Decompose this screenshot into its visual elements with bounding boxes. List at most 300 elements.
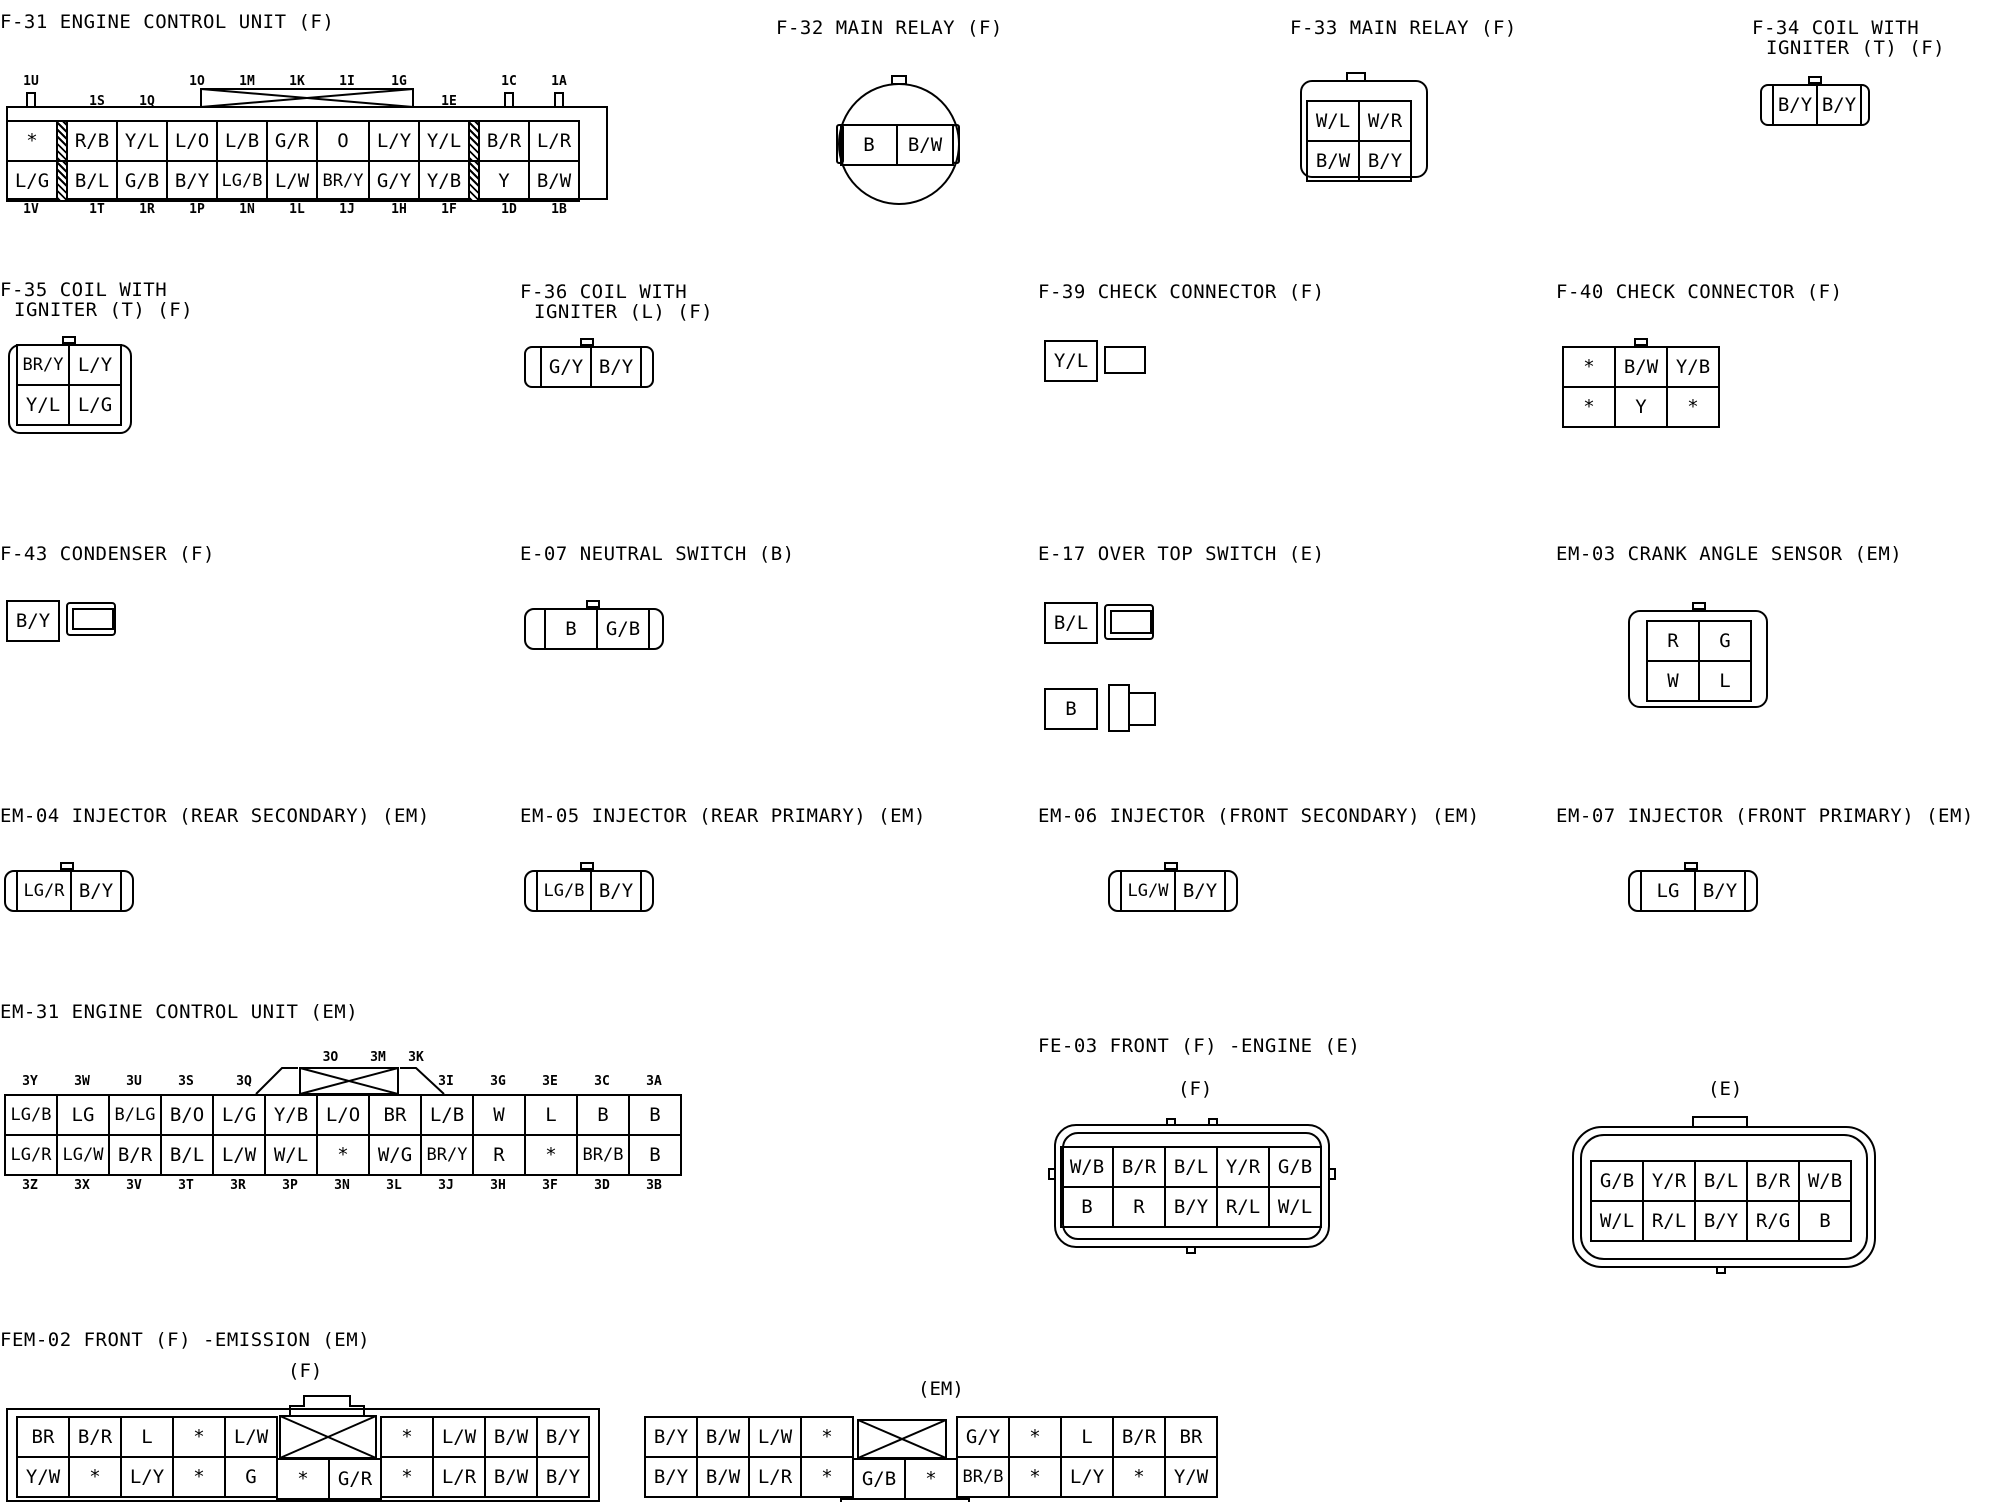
pin-cell: B/R [1114,1148,1166,1188]
connector-fem02-em-label: (EM) [918,1378,964,1400]
pin-label: 1O [189,74,205,89]
connector-f31-post [554,92,564,108]
pin-cell: G/B [1592,1162,1644,1202]
pin-cell: BR/Y [422,1136,474,1176]
connector-e17 [1038,544,1368,744]
pin-label: 1N [239,202,255,217]
connector-fem02-f-label: (F) [288,1360,323,1382]
pin-cell: B/W [698,1458,750,1498]
pin-cell: BR [1166,1418,1218,1458]
connector-e17-mating-b [1108,684,1130,732]
pin-cell: L [122,1418,174,1458]
connector-fem02-em-right-pins [956,1416,1218,1498]
pin-cell: B/Y [1176,872,1226,912]
pin-cell: G/Y [958,1418,1010,1458]
pin-cell: B/R [110,1136,162,1176]
connector-f36-pins [540,346,642,388]
pin-cell: W/L [1592,1202,1644,1242]
pin-cell: L/G [8,162,58,202]
pin-label: 3B [646,1178,662,1193]
connector-f33-lock [1346,72,1366,82]
pin-cell: Y/B [420,162,470,202]
connector-fem02-f-mid-pins [276,1458,382,1500]
pin-label: 3J [438,1178,454,1193]
pin-cell: Y/B [1668,348,1720,388]
pin-cell: B [546,610,598,650]
pin-label: 3F [542,1178,558,1193]
pin-cell: B/Y [592,872,642,912]
connector-fe03-title: FE-03 FRONT (F) -ENGINE (E) [1038,1035,1361,1057]
pin-cell: B/Y [8,602,60,642]
connector-f31-spacer [58,122,68,162]
pin-cell: * [174,1418,226,1458]
pin-cell: B/Y [1360,142,1412,182]
pin-cell: L/R [750,1458,802,1498]
connector-fe03-f-tab-c [1186,1246,1196,1254]
connector-f34-lock [1808,76,1822,84]
pin-cell: B/W [530,162,580,202]
pin-cell: Y/L [18,386,70,426]
pin-cell: B/L [68,162,118,202]
connector-fe03-f-tab-a [1166,1118,1176,1126]
connector-em04 [0,806,500,916]
connector-fem02-f-right-pins [380,1416,590,1498]
pin-cell: B [1800,1202,1852,1242]
pin-cell: W/G [370,1136,422,1176]
pin-label: 1J [339,202,355,217]
pin-label: 3S [178,1074,194,1089]
pin-cell: B/R [1114,1418,1166,1458]
connector-f32-title: F-32 MAIN RELAY (F) [776,17,1003,39]
pin-cell: G/B [598,610,650,650]
connector-f35 [0,280,260,440]
pin-cell: LG/B [6,1096,58,1136]
pin-cell: R [1114,1188,1166,1228]
pin-cell: * [1668,388,1720,428]
pin-cell: B/Y [1774,86,1818,126]
pin-cell: L/Y [1062,1458,1114,1498]
pin-label: 1A [551,74,567,89]
pin-label: 1V [23,202,39,217]
connector-fe03-e-label: (E) [1708,1078,1743,1100]
connector-em05 [520,806,1020,916]
pin-cell: B/Y [538,1458,590,1498]
pin-cell: B/Y [538,1418,590,1458]
pin-cell: B/W [698,1418,750,1458]
pin-cell: * [906,1460,958,1500]
connector-em05-pins [536,870,642,912]
pin-cell: B/L [1696,1162,1748,1202]
pin-cell: L/W [226,1418,278,1458]
connector-f43-title: F-43 CONDENSER (F) [0,543,215,565]
pin-cell: L [1062,1418,1114,1458]
pin-label: 3V [126,1178,142,1193]
connector-e17-mating-b-body [1128,692,1156,726]
pin-cell: * [1114,1458,1166,1498]
pin-cell: LG/R [6,1136,58,1176]
connector-e07-lock [586,600,600,608]
connector-em03-pins [1646,620,1752,702]
connector-em04-lock [60,862,74,870]
connector-f33-title: F-33 MAIN RELAY (F) [1290,17,1517,39]
connector-f34-title-l2: IGNITER (T) (F) [1766,37,1946,59]
pin-cell: B [578,1096,630,1136]
connector-em07-lock [1684,862,1698,870]
pin-label: 1Q [139,94,155,109]
pin-cell: L/W [434,1418,486,1458]
pin-cell: * [802,1418,854,1458]
pin-cell: * [1564,348,1616,388]
pin-cell: B/LG [110,1096,162,1136]
pin-cell: G/Y [542,348,592,388]
pin-cell: B/W [486,1458,538,1498]
connector-f31-spacer [58,162,68,202]
pin-cell: R [474,1136,526,1176]
pin-cell: Y [1616,388,1668,428]
connector-em03-lock [1692,602,1706,610]
connector-em06-lock [1164,862,1178,870]
pin-cell: L/Y [70,346,122,386]
pin-cell: W/B [1062,1148,1114,1188]
pin-cell: * [382,1458,434,1498]
pin-cell: B [630,1096,682,1136]
pin-label: 3A [646,1074,662,1089]
pin-cell: G [226,1458,278,1498]
connector-f32 [776,18,1046,218]
connector-f40 [1556,282,1886,432]
pin-label: 3K [408,1050,424,1065]
pin-cell: * [1010,1418,1062,1458]
pin-cell: B/R [70,1418,122,1458]
pin-cell: L/Y [370,122,420,162]
pin-label: 3Z [22,1178,38,1193]
connector-em07-title: EM-07 INJECTOR (FRONT PRIMARY) (EM) [1556,805,1974,827]
pin-label: 1C [501,74,517,89]
pin-cell: LG/B [218,162,268,202]
pin-label: 3T [178,1178,194,1193]
pin-label: 1I [339,74,355,89]
pin-cell: B/Y [1696,1202,1748,1242]
connector-fem02 [0,1330,1240,1504]
pin-label: 3N [334,1178,350,1193]
connector-fe03 [1038,1036,1978,1276]
pin-label: 3D [594,1178,610,1193]
connector-f32-side-left [836,124,844,164]
pin-cell: R [1648,622,1700,662]
pin-cell: L [526,1096,578,1136]
pin-cell: W [474,1096,526,1136]
connector-f39-pins [1044,340,1098,382]
pin-cell: * [382,1418,434,1458]
connector-e07 [520,544,820,654]
pin-cell: B [1062,1188,1114,1228]
connector-em31 [0,1002,720,1202]
connector-fe03-f-pins [1060,1146,1322,1228]
connector-fem02-f-left-pins [16,1416,278,1498]
connector-f36-lock [580,338,594,346]
pin-cell: L/G [214,1096,266,1136]
pin-label: 3Q [236,1074,252,1089]
pin-cell: B/Y [1818,86,1862,126]
connector-f36-title-l2: IGNITER (L) (F) [534,301,714,323]
connector-em05-title: EM-05 INJECTOR (REAR PRIMARY) (EM) [520,805,926,827]
pin-cell: G/B [1270,1148,1322,1188]
pin-cell: BR [370,1096,422,1136]
pin-cell: L/Y [122,1458,174,1498]
connector-f32-pins [840,124,954,166]
pin-cell: W/L [1308,102,1360,142]
pin-label: 1M [239,74,255,89]
pin-cell: Y [480,162,530,202]
connector-em31-pins [4,1094,682,1176]
pin-cell: Y/B [266,1096,318,1136]
connector-f34 [1740,18,1990,138]
pin-cell: B/R [1748,1162,1800,1202]
connector-em06 [1038,806,1538,916]
connector-f39 [1038,282,1368,402]
connector-f31-post [26,92,36,108]
connector-fe03-e-pins [1590,1160,1852,1242]
connector-f31-spacer [470,162,480,202]
connector-em04-title: EM-04 INJECTOR (REAR SECONDARY) (EM) [0,805,430,827]
pin-cell: Y/R [1218,1148,1270,1188]
pin-cell: B/W [486,1418,538,1458]
connector-f40-pins [1562,346,1720,428]
pin-label: 3M [370,1050,386,1065]
pin-cell: L/R [434,1458,486,1498]
connector-f36-title-l1: F-36 COIL WITH [520,281,688,303]
pin-cell: LG/R [18,872,72,912]
pin-cell: W [1648,662,1700,702]
connector-f34-pins [1772,84,1862,126]
connector-fem02-title: FEM-02 FRONT (F) -EMISSION (EM) [0,1329,371,1351]
pin-label: 3I [438,1074,454,1089]
pin-label: 3C [594,1074,610,1089]
pin-cell: B/W [898,126,954,166]
pin-cell: R/B [68,122,118,162]
connector-fem02-f-key [278,1392,378,1462]
pin-cell: BR/B [958,1458,1010,1498]
pin-cell: L/G [70,386,122,426]
pin-cell: R/G [1748,1202,1800,1242]
pin-label: 3W [74,1074,90,1089]
connector-fem02-em-left-pins [644,1416,854,1498]
connector-em07-pins [1640,870,1746,912]
pin-cell: B/Y [592,348,642,388]
pin-cell: BR [18,1418,70,1458]
pin-cell: B/Y [646,1418,698,1458]
pin-label: 3L [386,1178,402,1193]
pin-cell: LG/B [538,872,592,912]
pin-cell: * [526,1136,578,1176]
pin-cell: B/Y [1166,1188,1218,1228]
pin-label: 3H [490,1178,506,1193]
connector-f31-key-cross [200,88,414,108]
pin-cell: Y/W [1166,1458,1218,1498]
pin-cell: G/R [268,122,318,162]
connector-f33-pins [1306,100,1412,182]
pin-cell: Y/L [118,122,168,162]
pin-label: 1T [89,202,105,217]
pin-cell: * [174,1458,226,1498]
connector-em03 [1556,544,1956,714]
pin-label: 1R [139,202,155,217]
pin-label: 3X [74,1178,90,1193]
connector-f40-lock [1634,338,1648,346]
connector-f31-post [504,92,514,108]
connector-f40-title: F-40 CHECK CONNECTOR (F) [1556,281,1843,303]
connector-f43 [0,544,260,644]
pin-cell: B/L [1046,604,1098,644]
connector-em07 [1556,806,1996,916]
connector-fem02-em-bottom-bar [840,1498,970,1502]
pin-cell: G/B [854,1460,906,1500]
connector-fe03-e-top-tab [1692,1116,1748,1128]
pin-cell: W/L [266,1136,318,1176]
connector-em31-title: EM-31 ENGINE CONTROL UNIT (EM) [0,1001,359,1023]
pin-label: 3Y [22,1074,38,1089]
pin-cell: LG [58,1096,110,1136]
pin-cell: L/B [422,1096,474,1136]
pin-cell: L/O [318,1096,370,1136]
connector-e17-title: E-17 OVER TOP SWITCH (E) [1038,543,1325,565]
connector-e17-pins-a [1044,602,1098,644]
pin-cell: B [630,1136,682,1176]
connector-em03-title: EM-03 CRANK ANGLE SENSOR (EM) [1556,543,1903,565]
pin-label: 1P [189,202,205,217]
pin-cell: O [318,122,370,162]
pin-cell: BR/Y [318,162,370,202]
connector-f43-mating-inner [72,608,114,630]
pin-cell: W/B [1800,1162,1852,1202]
connector-fe03-f-tab-r [1328,1168,1336,1180]
pin-cell: B/R [480,122,530,162]
pin-label: 1F [441,202,457,217]
pin-label: 1L [289,202,305,217]
pin-cell: * [318,1136,370,1176]
pin-cell: B/O [162,1096,214,1136]
pin-label: 1K [289,74,305,89]
pin-label: 3G [490,1074,506,1089]
connector-fem02-em-mid-pins [852,1458,958,1500]
connector-e17-pins-b [1044,688,1098,730]
connector-e07-pins [544,608,650,650]
pin-cell: B [1046,690,1098,730]
connector-f34-title-l1: F-34 COIL WITH [1752,17,1920,39]
pin-cell: Y/W [18,1458,70,1498]
connector-f33 [1290,18,1590,218]
connector-em05-lock [580,862,594,870]
pin-cell: * [8,122,58,162]
pin-cell: B/Y [168,162,218,202]
pin-cell: B/W [1308,142,1360,182]
pin-cell: W/R [1360,102,1412,142]
pin-label: 3O [322,1050,339,1065]
pin-label: 3U [126,1074,142,1089]
pin-cell: B/W [1616,348,1668,388]
connector-fe03-f-tab-l [1048,1168,1056,1180]
pin-cell: L/R [530,122,580,162]
connector-fe03-f-label: (F) [1178,1078,1213,1100]
connector-f31-pins [6,120,580,202]
pin-cell: Y/R [1644,1162,1696,1202]
pin-cell: LG/W [58,1136,110,1176]
connector-f32-side-right [952,124,960,164]
pin-label: 3E [542,1074,558,1089]
pin-cell: L [1700,662,1752,702]
connector-f35-title-l1: F-35 COIL WITH [0,279,168,301]
connector-fem02-em-key [852,1414,952,1462]
pin-cell: L/W [214,1136,266,1176]
pin-cell: * [1564,388,1616,428]
pin-label: 1U [23,74,39,89]
pin-label: 3R [230,1178,246,1193]
pin-label: 3P [282,1178,298,1193]
connector-em06-title: EM-06 INJECTOR (FRONT SECONDARY) (EM) [1038,805,1480,827]
connector-f39-title: F-39 CHECK CONNECTOR (F) [1038,281,1325,303]
pin-cell: * [278,1460,330,1500]
pin-label: 1D [501,202,517,217]
pin-cell: BR/B [578,1136,630,1176]
pin-cell: G/R [330,1460,382,1500]
connector-em06-pins [1120,870,1226,912]
pin-cell: W/L [1270,1188,1322,1228]
connector-f31 [0,11,620,217]
connector-em31-key [240,1042,460,1096]
pin-cell: Y/L [1046,342,1098,382]
pin-cell: * [1010,1458,1062,1498]
pin-label: 1B [551,202,567,217]
pin-label: 1H [391,202,407,217]
connector-f31-spacer [470,122,480,162]
connector-e07-title: E-07 NEUTRAL SWITCH (B) [520,543,795,565]
connector-em04-pins [16,870,122,912]
connector-f35-pins [16,344,122,426]
pin-cell: * [802,1458,854,1498]
pin-cell: G/B [118,162,168,202]
pin-cell: B/L [162,1136,214,1176]
connector-e17-mating-a-inner [1110,610,1152,634]
pin-cell: L/W [268,162,318,202]
connector-fe03-f-tab-b [1208,1118,1218,1126]
pin-cell: B/L [1166,1148,1218,1188]
connector-f39-mating-half [1104,346,1146,374]
pin-cell: B/Y [1696,872,1746,912]
connector-f36 [520,282,780,402]
connector-f35-lock [62,336,76,344]
pin-cell: Y/L [420,122,470,162]
pin-cell: L/B [218,122,268,162]
pin-cell: BR/Y [18,346,70,386]
pin-cell: LG/W [1122,872,1176,912]
pin-cell: B [842,126,898,166]
pin-label: 1G [391,74,407,89]
pin-cell: LG [1642,872,1696,912]
pin-label: 1S [89,94,105,109]
pin-label: 1E [441,94,457,109]
connector-fe03-e-bottom-tab [1716,1266,1726,1274]
connector-f31-title: F-31 ENGINE CONTROL UNIT (F) [0,11,335,33]
pin-cell: G/Y [370,162,420,202]
pin-cell: B/Y [72,872,122,912]
pin-cell: * [70,1458,122,1498]
pin-cell: L/W [750,1418,802,1458]
pin-cell: R/L [1644,1202,1696,1242]
pin-cell: L/O [168,122,218,162]
pin-cell: G [1700,622,1752,662]
connector-f35-title-l2: IGNITER (T) (F) [14,299,194,321]
pin-cell: B/Y [646,1458,698,1498]
